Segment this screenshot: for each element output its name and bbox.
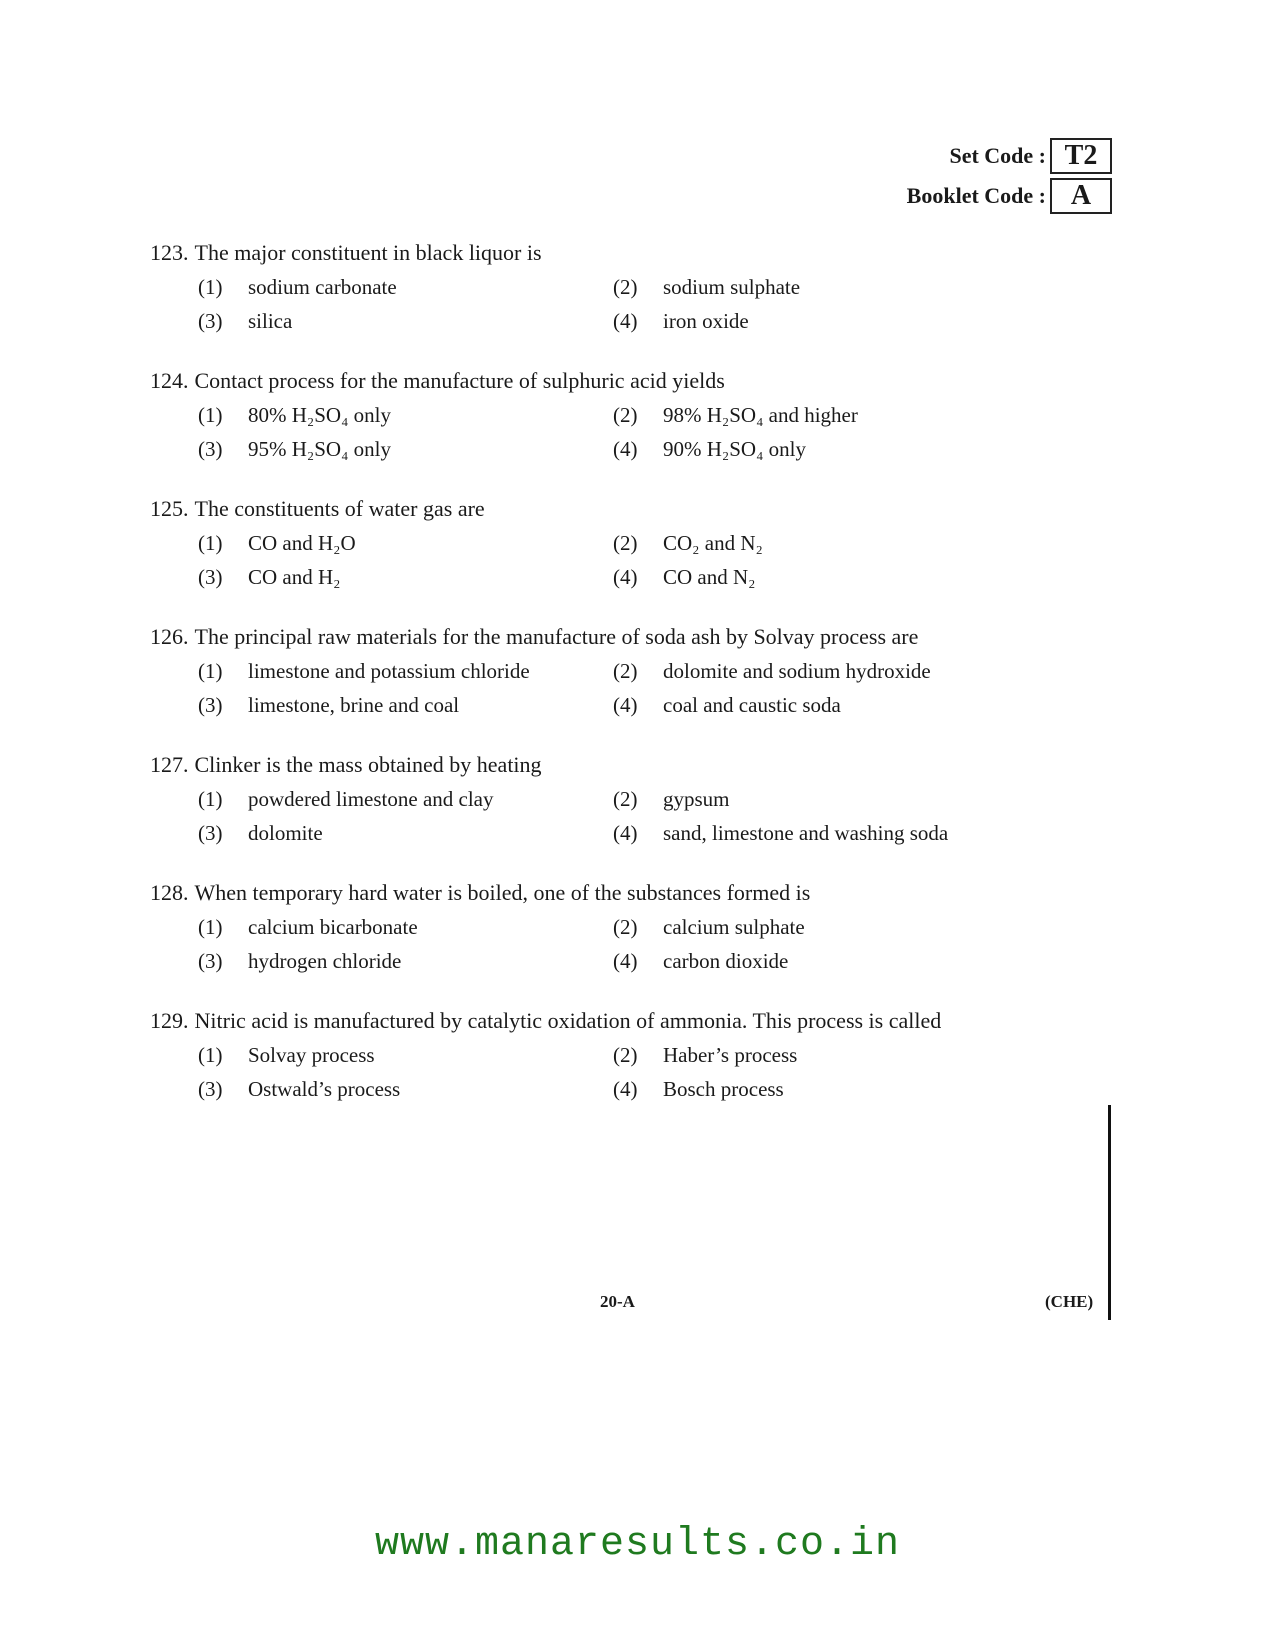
option-number: (3): [198, 437, 223, 461]
answer-option: [198, 946, 613, 976]
option-number: (2): [613, 403, 638, 427]
option-number: (3): [198, 693, 223, 717]
option-text: CO₂ and N₂: [663, 531, 763, 555]
answer-option: [198, 528, 613, 558]
question-text: The major constituent in black liquor is: [194, 240, 542, 265]
question-item: [150, 366, 1050, 464]
question-stem: [150, 1006, 1050, 1036]
option-text: Ostwald’s process: [248, 1077, 401, 1101]
option-text: Haber’s process: [663, 1043, 798, 1067]
scan-edge-line: [1108, 1105, 1111, 1320]
question-stem: [150, 366, 1050, 396]
option-text: gypsum: [663, 787, 730, 811]
booklet-code-value: A: [1050, 178, 1112, 214]
option-grid: [198, 272, 1050, 336]
option-grid: [198, 656, 1050, 720]
option-text: sodium carbonate: [248, 275, 397, 299]
answer-option: [613, 434, 1033, 464]
answer-option: [613, 656, 1033, 686]
option-text: silica: [248, 309, 293, 333]
answer-option: [613, 912, 1033, 942]
option-text: CO and H₂O: [248, 531, 356, 555]
question-text: When temporary hard water is boiled, one of the substances formed is: [194, 880, 811, 905]
option-grid: [198, 784, 1050, 848]
option-text: sand, limestone and washing soda: [663, 821, 949, 845]
answer-option: [613, 400, 1033, 430]
question-text: Clinker is the mass obtained by heating: [194, 752, 542, 777]
option-number: (3): [198, 565, 223, 589]
option-number: (1): [198, 531, 223, 555]
question-item: [150, 878, 1050, 976]
answer-option: [613, 528, 1033, 558]
question-number: 128.: [150, 880, 189, 905]
option-text: coal and caustic soda: [663, 693, 841, 717]
option-text: Solvay process: [248, 1043, 375, 1067]
option-text: calcium sulphate: [663, 915, 805, 939]
answer-option: [198, 434, 613, 464]
option-text: iron oxide: [663, 309, 749, 333]
set-code-value: T2: [1050, 138, 1112, 174]
page-number: 20-A: [600, 1292, 635, 1311]
question-stem: [150, 238, 1050, 268]
question-number: 125.: [150, 496, 189, 521]
option-text: dolomite: [248, 821, 323, 845]
answer-option: [613, 946, 1033, 976]
option-text: hydrogen chloride: [248, 949, 402, 973]
question-item: [150, 622, 1050, 720]
option-number: (3): [198, 821, 223, 845]
answer-option: [613, 1074, 1033, 1104]
option-number: (1): [198, 659, 223, 683]
question-number: 129.: [150, 1008, 189, 1033]
option-number: (2): [613, 531, 638, 555]
option-number: (1): [198, 1043, 223, 1067]
option-number: (2): [613, 275, 638, 299]
answer-option: [613, 690, 1033, 720]
answer-option: [613, 272, 1033, 302]
answer-option: [613, 562, 1033, 592]
answer-option: [613, 1040, 1033, 1070]
option-number: (4): [613, 821, 638, 845]
question-text: Contact process for the manufacture of sulphuric acid yields: [194, 368, 725, 393]
question-text: The constituents of water gas are: [194, 496, 485, 521]
option-text: calcium bicarbonate: [248, 915, 418, 939]
answer-option: [198, 400, 613, 430]
option-text: CO and H₂: [248, 565, 341, 589]
answer-option: [613, 818, 1033, 848]
option-text: 98% H₂SO₄ and higher: [663, 403, 858, 427]
question-number: 123.: [150, 240, 189, 265]
option-number: (2): [613, 787, 638, 811]
option-grid: [198, 1040, 1050, 1104]
question-item: [150, 1006, 1050, 1104]
option-number: (3): [198, 309, 223, 333]
option-number: (1): [198, 787, 223, 811]
code-block: [907, 138, 1112, 218]
answer-option: [198, 1074, 613, 1104]
question-stem: [150, 878, 1050, 908]
answer-option: [198, 562, 613, 592]
question-stem: [150, 750, 1050, 780]
option-text: Bosch process: [663, 1077, 784, 1101]
question-text: Nitric acid is manufactured by catalytic oxidation of ammonia. This process is called: [194, 1008, 942, 1033]
question-text: The principal raw materials for the manufacture of soda ash by Solvay process are: [194, 624, 919, 649]
answer-option: [613, 784, 1033, 814]
answer-option: [198, 306, 613, 336]
option-number: (2): [613, 1043, 638, 1067]
option-number: (4): [613, 565, 638, 589]
option-grid: [198, 912, 1050, 976]
question-item: [150, 750, 1050, 848]
option-number: (4): [613, 1077, 638, 1101]
answer-option: [198, 272, 613, 302]
set-code-row: [907, 138, 1112, 174]
question-list: [150, 238, 1050, 1134]
answer-option: [198, 656, 613, 686]
option-number: (3): [198, 949, 223, 973]
question-stem: [150, 494, 1050, 524]
watermark-url: www.manaresults.co.in: [374, 1522, 901, 1567]
question-item: [150, 238, 1050, 336]
option-text: 95% H₂SO₄ only: [248, 437, 391, 461]
option-number: (1): [198, 915, 223, 939]
answer-option: [198, 784, 613, 814]
answer-option: [198, 818, 613, 848]
option-number: (4): [613, 309, 638, 333]
set-code-label: Set Code :: [949, 143, 1046, 168]
option-text: 90% H₂SO₄ only: [663, 437, 806, 461]
option-text: dolomite and sodium hydroxide: [663, 659, 931, 683]
option-number: (4): [613, 693, 638, 717]
answer-option: [198, 1040, 613, 1070]
option-text: limestone and potassium chloride: [248, 659, 530, 683]
answer-option: [198, 912, 613, 942]
option-text: carbon dioxide: [663, 949, 789, 973]
option-grid: [198, 528, 1050, 592]
option-number: (2): [613, 659, 638, 683]
booklet-code-label: Booklet Code :: [906, 183, 1046, 208]
booklet-code-row: [907, 178, 1112, 214]
subject-code: (CHE): [1045, 1292, 1094, 1311]
question-item: [150, 494, 1050, 592]
question-number: 126.: [150, 624, 189, 649]
option-number: (2): [613, 915, 638, 939]
option-text: 80% H₂SO₄ only: [248, 403, 391, 427]
option-text: powdered limestone and clay: [248, 787, 494, 811]
option-grid: [198, 400, 1050, 464]
option-text: limestone, brine and coal: [248, 693, 460, 717]
question-stem: [150, 622, 1050, 652]
option-number: (3): [198, 1077, 223, 1101]
option-number: (4): [613, 949, 638, 973]
question-number: 127.: [150, 752, 189, 777]
option-number: (4): [613, 437, 638, 461]
option-text: CO and N₂: [663, 565, 756, 589]
option-number: (1): [198, 403, 223, 427]
answer-option: [198, 690, 613, 720]
answer-option: [613, 306, 1033, 336]
option-number: (1): [198, 275, 223, 299]
option-text: sodium sulphate: [663, 275, 801, 299]
question-number: 124.: [150, 368, 189, 393]
